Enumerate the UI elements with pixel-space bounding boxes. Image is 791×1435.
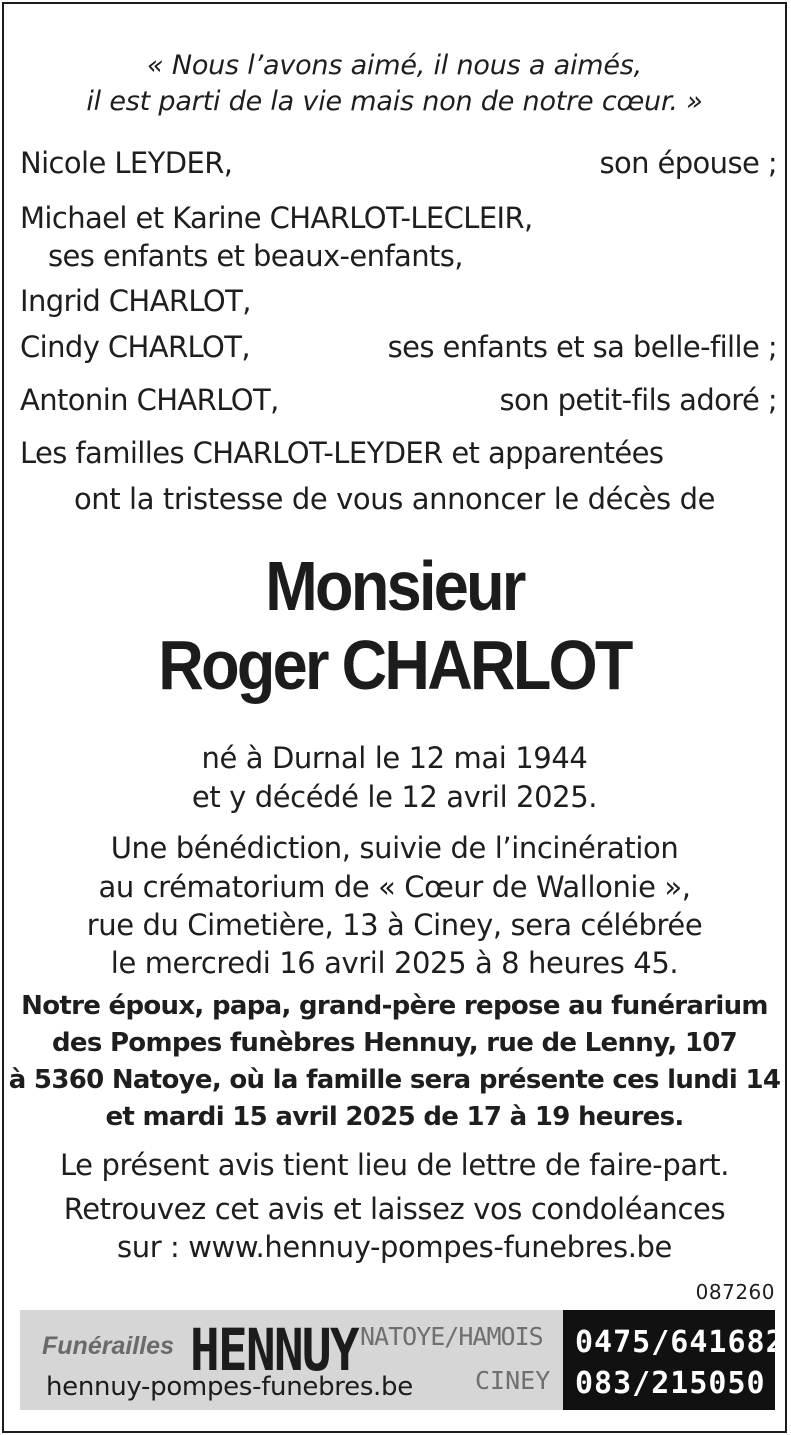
banner-cities: NATOYE/HAMOIS [360, 1322, 543, 1351]
rest-line-1: Notre époux, papa, grand-père repose au funérarium [21, 991, 768, 1021]
reference-number: 087260 [695, 1280, 775, 1304]
families-line: Les familles CHARLOT-LEYDER et apparentées [20, 436, 664, 470]
ceremony-line-2: au crématorium de « Cœur de Wallonie », [98, 870, 691, 904]
deceased-title: Monsieur [265, 547, 524, 625]
rest-line-2: des Pompes funèbres Hennuy, rue de Lenny, 107 [51, 1028, 738, 1058]
child-ingrid: Ingrid CHARLOT, [20, 284, 251, 318]
announcement-line: ont la tristesse de vous annoncer le décès de [73, 482, 716, 516]
notice-line: Le présent avis tient lieu de lettre de faire-part. [59, 1148, 730, 1182]
epigraph-line-1: « Nous l’avons aimé, il nous a aimés, [146, 50, 643, 81]
death-line: et y décédé le 12 avril 2025. [191, 780, 598, 814]
spouse-role: son épouse ; [599, 146, 777, 180]
rest-line-3: à 5360 Natoye, où la famille sera présente ces lundi 14 [8, 1065, 781, 1095]
phone-landline[interactable]: 083/215050 [575, 1366, 766, 1401]
online-line-1: Retrouvez cet avis et laissez vos condoléances [63, 1192, 726, 1226]
grandchild-name: Antonin CHARLOT, [20, 383, 279, 417]
ceremony-line-1: Une bénédiction, suivie de l’incinération [110, 831, 679, 865]
banner-label: Funérailles [42, 1332, 174, 1360]
rest-line-4: et mardi 15 avril 2025 de 17 à 19 heures. [105, 1102, 684, 1132]
online-line-2: sur : www.hennuy-pompes-funebres.be [117, 1230, 672, 1264]
deceased-name: Roger CHARLOT [158, 626, 631, 704]
child-couple: Michael et Karine CHARLOT-LECLEIR, [20, 201, 533, 235]
birth-line: né à Durnal le 12 mai 1944 [201, 741, 588, 775]
spouse-name: Nicole LEYDER, [20, 146, 233, 180]
banner-website[interactable]: hennuy-pompes-funebres.be [46, 1372, 413, 1402]
ceremony-line-3: rue du Cimetière, 13 à Ciney, sera célébrée [86, 908, 703, 942]
phone-mobile[interactable]: 0475/641682 [575, 1325, 785, 1360]
child-couple-role: ses enfants et beaux-enfants, [48, 239, 463, 273]
epigraph-line-2: il est parti de la vie mais non de notre cœur. » [86, 86, 703, 117]
death-notice [2, 2, 787, 1433]
ceremony-line-4: le mercredi 16 avril 2025 à 8 heures 45. [110, 946, 679, 980]
banner-phone-area [563, 1310, 785, 1410]
funeral-home-banner [20, 1310, 785, 1410]
children-role: ses enfants et sa belle-fille ; [387, 330, 777, 364]
banner-brand-area [20, 1310, 563, 1410]
banner-city-ciney: CINEY [475, 1366, 551, 1395]
child-cindy: Cindy CHARLOT, [20, 330, 251, 364]
grandchild-role: son petit-fils adoré ; [499, 383, 777, 417]
brand-logo: HENNUY [190, 1316, 358, 1384]
